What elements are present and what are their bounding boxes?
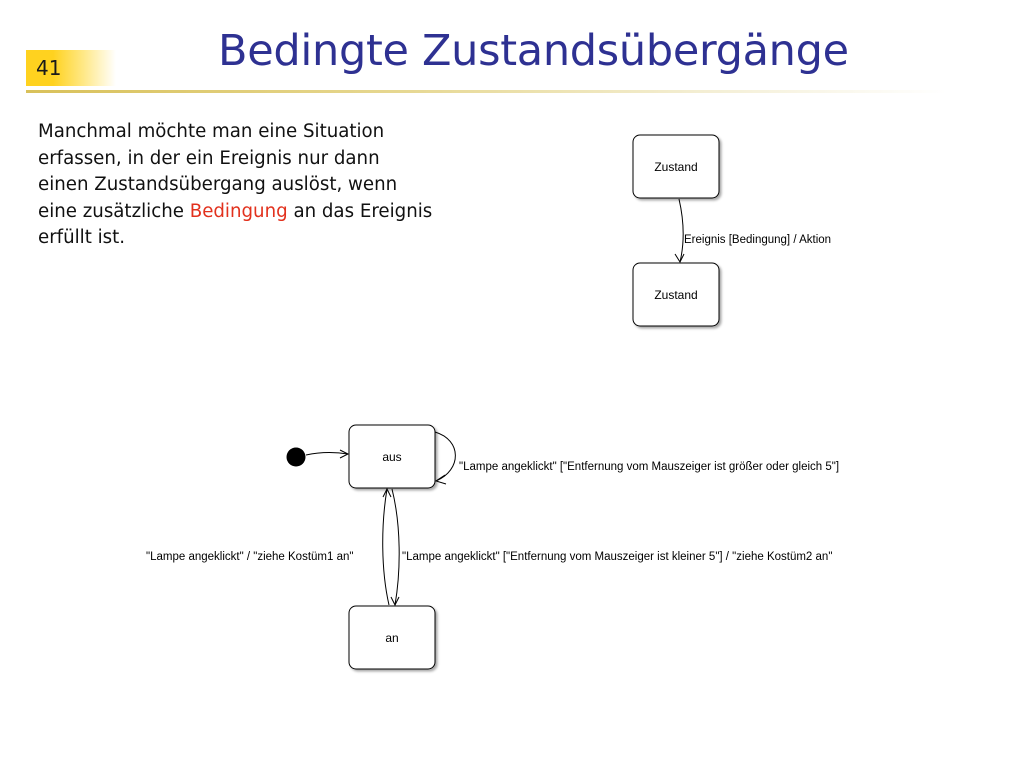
highlight-bedingung: Bedingung: [189, 200, 288, 222]
on-to-off-arrow: [383, 489, 389, 605]
transition-arrow: [679, 199, 683, 262]
intro-line: erfüllt ist.: [38, 227, 126, 248]
lamp-state-diagram: [146, 425, 839, 669]
arrow-head: [675, 254, 684, 262]
self-loop-label: "Lampe angeklickt" ["Entfernung vom Mauszeiger ist größer oder gleich 5"]: [459, 461, 840, 473]
intro-line: erfassen, in der ein Ereignis nur dann: [38, 147, 380, 169]
state-an-label: an: [385, 631, 399, 645]
state-top-label: Zustand: [654, 160, 698, 174]
transition-label: Ereignis [Bedingung] / Aktion: [684, 234, 832, 246]
off-to-on-label: "Lampe angeklickt" ["Entfernung vom Mauszeiger ist kleiner 5"] / "ziehe Kostüm2 an": [402, 551, 833, 563]
slide-title: Bedingte Zustandsübergänge: [218, 26, 849, 76]
intro-line-part: an das Ereignis: [287, 200, 433, 222]
slide-number: 41: [36, 56, 62, 80]
initial-state-dot: [287, 448, 306, 467]
intro-line: einen Zustandsübergang auslöst, wenn: [38, 174, 398, 195]
state-aus-label: aus: [382, 450, 402, 464]
generic-state-diagram: [633, 135, 831, 326]
state-bottom-label: Zustand: [654, 288, 698, 302]
on-to-off-label: "Lampe angeklickt" / "ziehe Kostüm1 an": [146, 551, 354, 563]
intro-line-part: eine zusätzliche: [38, 200, 190, 222]
self-loop-arrow: [435, 432, 455, 481]
initial-transition-arrow: [306, 453, 348, 455]
intro-line: Manchmal möchte man eine Situation: [38, 121, 385, 142]
off-to-on-arrow: [392, 489, 399, 605]
